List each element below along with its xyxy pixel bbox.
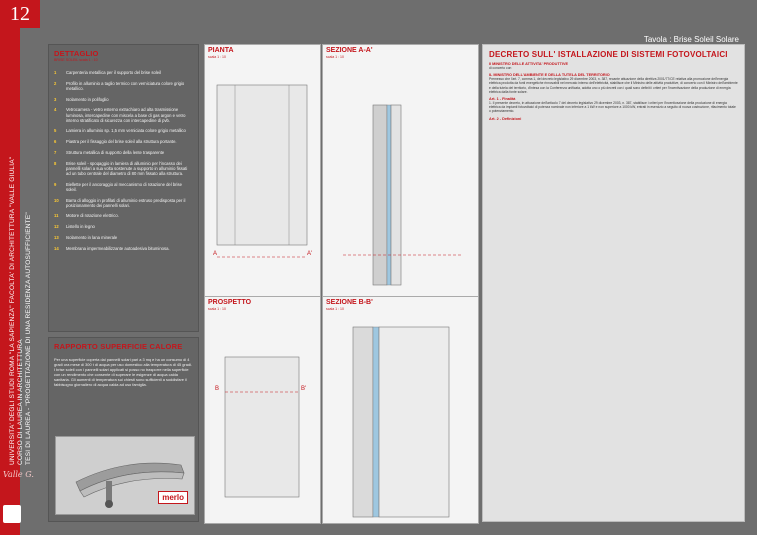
decreto-art1: Art. 1 - Finalità	[489, 97, 516, 102]
page-number: 12	[0, 0, 40, 28]
rapporto-panel	[48, 337, 199, 522]
sezione-aa-svg	[323, 45, 478, 333]
legend-number: 3	[54, 96, 57, 102]
legend-item	[54, 70, 193, 75]
legend-item	[54, 128, 193, 133]
legend-item	[54, 182, 193, 192]
legend-text: Isolamento in polifoglio	[66, 96, 109, 102]
label-a: A	[213, 251, 218, 257]
legend-number: 6	[54, 139, 57, 145]
table-title: Tavola : Brise Soleil Solare	[643, 35, 739, 44]
sezione-aa-subtitle: scala 1 : 10	[326, 55, 344, 59]
legend-item	[54, 139, 193, 144]
legend-list	[54, 70, 193, 251]
signature-mark: Valle G.	[3, 470, 34, 479]
legend-text: Isolamento in lana minerale	[66, 234, 118, 240]
prospetto-drawing	[204, 296, 321, 524]
decreto-title: DECRETO SULL' ISTALLAZIONE DI SISTEMI FOTOVOLTAICI	[489, 50, 728, 59]
decreto-art2: Art. 2 - Definizioni	[489, 116, 522, 121]
sezione-bb-title: SEZIONE B-B'	[326, 299, 373, 306]
pianta-drawing	[204, 44, 321, 334]
legend-number: 2	[54, 80, 57, 86]
legend-item	[54, 246, 193, 251]
pianta-svg	[205, 45, 320, 333]
legend-number: 9	[54, 181, 57, 187]
dettaglio-title: DETTAGLIO	[54, 49, 99, 58]
dettaglio-subtitle: BRISE SOLEIL scala 1 : 10	[54, 58, 98, 62]
legend-number: 7	[54, 149, 57, 155]
legend-number: 8	[54, 160, 57, 166]
legend-item	[54, 198, 193, 208]
decreto-paragraph-2: 1. Il presente decreto, in attuazione dell'articolo 7 del decreto legislativo 29 dicembre 2003, n. 387, stabilisce i criteri per l'incentivazione della produzione di energia elettrica da impianti fotovoltaici di potenza nominale non inferiore a 1 kW e non superiore a 1000 kW, entrati in esercizio a seguito di nuova costruzione, rifacimento totale o potenziamento.	[489, 101, 736, 114]
decreto-panel	[482, 44, 745, 522]
prospetto-subtitle: scala 1 : 10	[208, 307, 226, 311]
legend-text: Struttura metallica di supporto della lente trasparente	[66, 149, 165, 155]
legend-item	[54, 235, 193, 240]
sezione-aa-title: SEZIONE A-A'	[326, 47, 373, 54]
legend-number: 10	[54, 197, 59, 203]
decreto-minister-1: Il MINISTRO DELLE ATTIVITA' PRODUTTIVE	[489, 62, 569, 66]
decreto-minister-2: IL MINISTRO DELL'AMBIENTE E DELLA TUTELA DEL TERRITORIO	[489, 73, 610, 78]
legend-number: 5	[54, 128, 57, 134]
sezione-bb-svg	[323, 297, 478, 523]
credits-line-1: UNIVERSITA' DEGLI STUDI ROMA "LA SAPIENZA" FACOLTA' DI ARCHITETTURA "VALLE GIULIA"	[9, 156, 16, 465]
legend-text: Barra di alloggio in profilati di alluminio estruso predisposta per il posizionamento dei pannelli solari.	[66, 197, 186, 208]
decreto-concert: di concerto con	[489, 66, 512, 70]
credits-line-3: TESI DI LAUREA - "PROGETTAZIONE DI UNA RESIDENZA AUTOSUFFICIENTE"	[25, 212, 32, 465]
vertical-credits	[4, 45, 32, 465]
legend-item	[54, 150, 193, 155]
prospetto-title: PROSPETTO	[208, 299, 252, 306]
decreto-paragraph: Premesso che l'art. 7, comma 1, del decreto legislativo 29 dicembre 2003, n. 387, recante attuazione della direttiva 2001/77/CE relativa alla promozione dell'energia elettrica prodotta da fonti energetiche rinnovabili nel mercato interno dell'elettricità, stabilisce che il Ministro delle attività produttive, di concerto con il Ministro dell'ambiente e della tutela del territorio, d'intesa con la Conferenza unificata, adotta uno o più decreti con i quali sono definiti i criteri per l'incentivazione della produzione di energia elettrica dalla fonte solare.	[489, 77, 738, 94]
label-b1: B'	[301, 386, 307, 392]
legend-text: Membrana impermeabilizzante autoadesiva bituminosa.	[66, 245, 170, 251]
legend-text: Piastra per il fissaggio del brise soleil alla struttura portante.	[66, 139, 177, 145]
legend-text: Lamiera in alluminio sp. 1,5 mm verniciata colore grigio metallico	[66, 128, 186, 134]
dettaglio-panel	[48, 44, 199, 332]
prospetto-svg	[205, 297, 320, 523]
pianta-subtitle: scala 1 : 10	[208, 55, 226, 59]
pianta-title: PIANTA	[208, 47, 234, 54]
credits-line-2: CORSO DI LAUREA IN ARCHITETTURA	[17, 339, 24, 465]
merlo-logo: merlo	[158, 491, 188, 504]
legend-number: 14	[54, 245, 59, 251]
label-a1: A'	[307, 251, 313, 257]
legend-number: 1	[54, 70, 57, 75]
legend-item	[54, 213, 193, 218]
sezione-bb-subtitle: scala 1 : 10	[326, 307, 344, 311]
legend-text: Brise soleil - spoqaggio in lamiera di alluminio per l'incasso dei pannelli solari a sua volta sostenute a supporto in alluminio fissati ad un tubo centrale del diametro di 80 mm fissato alla struttura.	[66, 160, 188, 176]
legend-text: Profilo in alluminio a taglio termico con verniciatura colore grigio metallico.	[66, 80, 185, 91]
legend-text: Biellette per il ancoraggio al meccanismo di rotazione del brise soleil.	[66, 181, 182, 192]
sezione-aa-drawing	[322, 44, 479, 334]
legend-text: Vetrocamera - vetro esterno extrachiaro ad alta trasmissione luminosa, intercapedine con miscela a base di gas argon e vetro interno stratificato di sicurezza con intercapedine di pvb.	[66, 107, 186, 123]
sezione-bb-drawing	[322, 296, 479, 524]
legend-item	[54, 161, 193, 177]
legend-number: 12	[54, 224, 59, 230]
legend-item	[54, 97, 193, 102]
legend-item	[54, 107, 193, 123]
legend-number: 13	[54, 234, 59, 240]
legend-text: Carpenteria metallica per il supporto del brise soleil	[66, 70, 161, 75]
university-seal	[3, 505, 21, 523]
label-b: B	[215, 386, 220, 392]
legend-number: 11	[54, 213, 59, 219]
legend-item	[54, 81, 193, 91]
legend-text: Listello in legno	[66, 224, 95, 230]
legend-text: Motore di rotazione elettrico.	[66, 213, 119, 219]
rapporto-title: RAPPORTO SUPERFICIE CALORE	[54, 342, 183, 351]
brise-soleil-photo	[55, 436, 195, 515]
rapporto-text: Per una superficie coperta dai pannelli solari pari a 3 mq e ha un consumo di 4 gradi ora mese di 300 t di acqua per uso domestico alla temperatura di 45 gradi. I brise soleil con i pannelli solari applicati si posso no trasporre nella superficie con un rendimento che consente di superare le esigenze di acqua calda sanitaria. Gli aumenti di temperatura sui chiesti sono sufficienti a soddisfare il fabbisogno giornaliero di acqua calda ad uso famiglia.	[54, 357, 192, 387]
legend-item	[54, 224, 193, 229]
legend-number: 4	[54, 107, 57, 113]
